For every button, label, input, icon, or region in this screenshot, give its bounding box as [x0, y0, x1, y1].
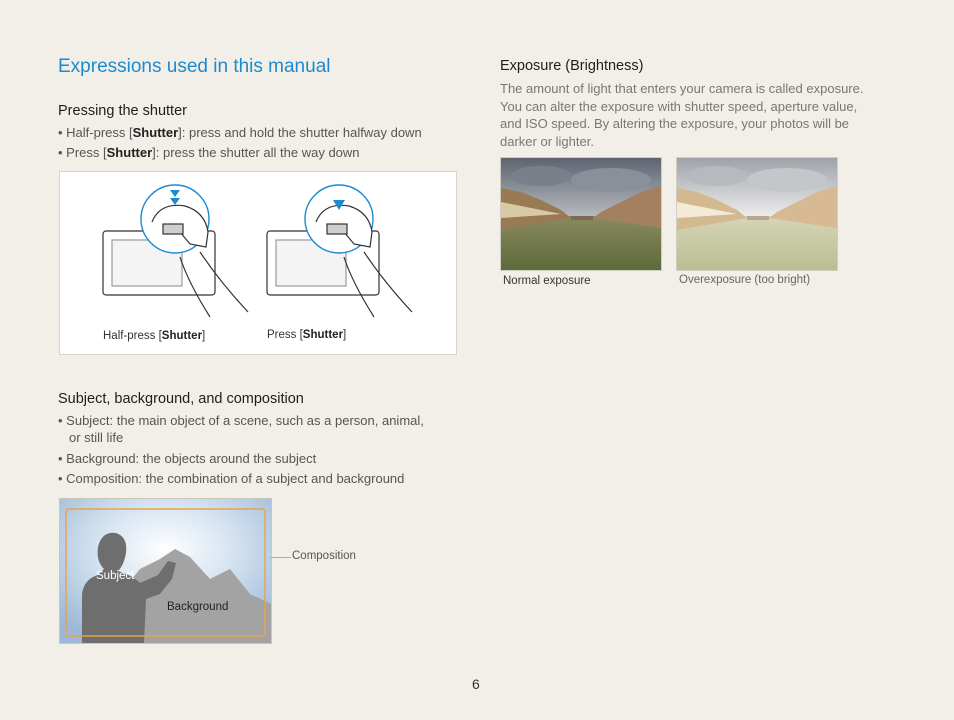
photo-normal-exposure: [500, 157, 662, 271]
camera-full-press-illustration: [267, 185, 412, 317]
shutter-bullet-half: • Half-press [Shutter]: press and hold the shutter halfway down: [58, 125, 422, 140]
exposure-heading: Exposure (Brightness): [500, 58, 644, 74]
caption-overexposure: Overexposure (too bright): [679, 274, 811, 286]
composition-bullet-composition: • Composition: the combination of a subject and background: [58, 471, 405, 486]
exposure-paragraph: The amount of light that enters your camera is called exposure. You can alter the exposure with shutter speed, aperture value, and ISO speed. By altering the exposure, your photos will be darker or lighter.: [500, 81, 864, 149]
composition-bullet-subject-cont: or still life: [69, 430, 124, 445]
composition-bullet-background: • Background: the objects around the subject: [58, 451, 317, 466]
caption-normal-exposure: Normal exposure: [503, 275, 591, 287]
shutter-bullet-full: • Press [Shutter]: press the shutter all the way down: [58, 145, 360, 160]
caption-full-press: Press [Shutter]: [267, 329, 347, 341]
photo-overexposure: [676, 157, 838, 271]
shutter-illustration: [60, 172, 456, 354]
composition-bullet-subject: • Subject: the main object of a scene, such as a person, animal,: [58, 413, 424, 428]
caption-half-press: Half-press [Shutter]: [103, 330, 206, 342]
label-composition: Composition: [292, 550, 356, 562]
camera-half-press-illustration: [103, 185, 248, 317]
label-background: Background: [167, 601, 229, 613]
shutter-illustration-box: [59, 171, 457, 355]
composition-leader-line: [270, 557, 291, 558]
composition-illustration: [59, 498, 272, 644]
shutter-heading: Pressing the shutter: [58, 103, 187, 119]
label-subject: Subject: [96, 570, 135, 582]
page-number: 6: [472, 676, 480, 692]
composition-heading: Subject, background, and composition: [58, 391, 304, 407]
page-title: Expressions used in this manual: [58, 56, 331, 77]
